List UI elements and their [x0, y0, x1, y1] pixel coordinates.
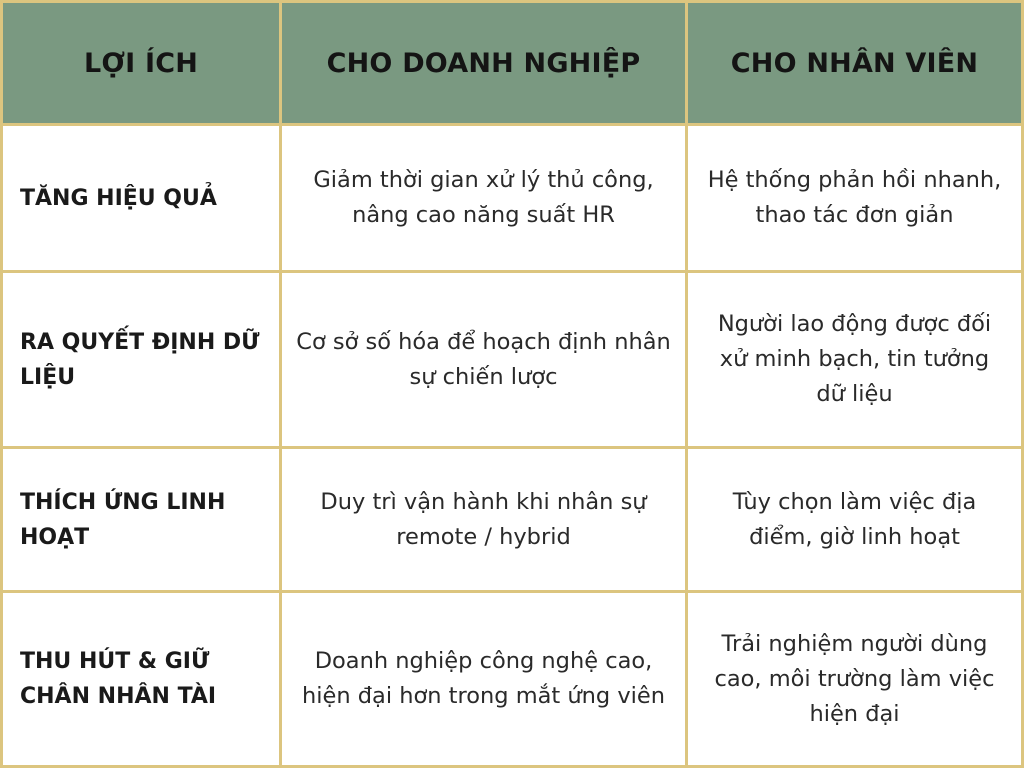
row-1-benefit	[3, 126, 279, 270]
row-2-benefit-text: RA QUYẾT ĐỊNH DỮ LIỆU	[20, 329, 260, 390]
row-4-employee	[688, 593, 1021, 765]
row-1-business-text: Giảm thời gian xử lý thủ công, nâng cao năng suất HR	[313, 167, 654, 228]
row-4-benefit-text: THU HÚT & GIỮ CHÂN NHÂN TÀI	[20, 649, 217, 709]
header-business-label: CHO DOANH NGHIỆP	[326, 47, 641, 79]
row-3-business	[282, 449, 685, 590]
row-3-business-text: Duy trì vận hành khi nhân sự remote / hybrid	[320, 488, 647, 550]
row-1-business	[282, 126, 685, 270]
header-business	[282, 3, 685, 123]
row-2-employee	[688, 273, 1021, 446]
row-2-benefit	[3, 273, 279, 446]
row-3-benefit	[3, 449, 279, 590]
row-1-employee-text: Hệ thống phản hồi nhanh, thao tác đơn giản	[707, 167, 1002, 228]
row-1-benefit-text: TĂNG HIỆU QUẢ	[20, 185, 217, 211]
row-4-benefit	[3, 593, 279, 765]
row-4-business-text: Doanh nghiệp công nghệ cao, hiện đại hơn trong mắt ứng viên	[301, 648, 666, 709]
header-employee-label: CHO NHÂN VIÊN	[730, 47, 979, 79]
header-benefit	[3, 3, 279, 123]
row-2-business-text: Cơ sở số hóa để hoạch định nhân sự chiến lược	[296, 328, 671, 390]
row-1-employee	[688, 126, 1021, 270]
row-4-business	[282, 593, 685, 765]
row-2-employee-text: Người lao động được đối xử minh bạch, tin tưởng dữ liệu	[717, 311, 992, 407]
row-4-employee-text: Trải nghiệm người dùng cao, môi trường làm việc hiện đại	[714, 630, 995, 727]
row-3-employee-text: Tùy chọn làm việc địa điểm, giờ linh hoạt	[732, 488, 977, 550]
row-2-business	[282, 273, 685, 446]
row-3-employee	[688, 449, 1021, 590]
row-3-benefit-text: THÍCH ỨNG LINH HOẠT	[20, 489, 226, 550]
header-employee	[688, 3, 1021, 123]
header-benefit-label: LỢI ÍCH	[83, 47, 199, 79]
